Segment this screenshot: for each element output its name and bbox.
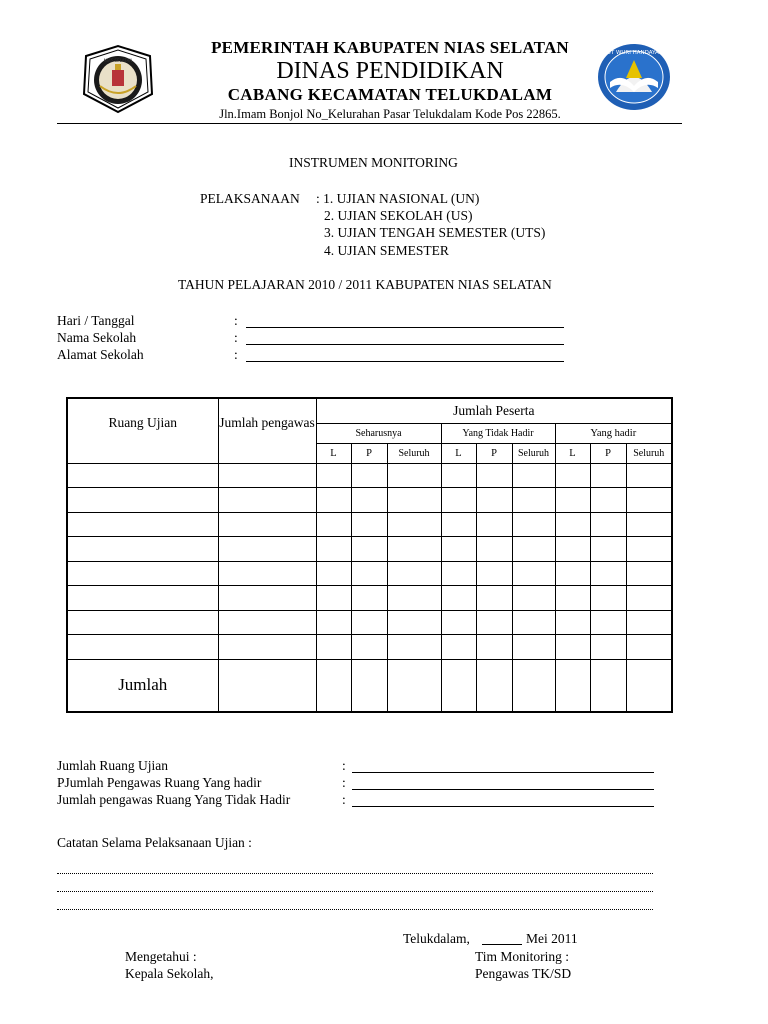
- table-cell[interactable]: [441, 659, 476, 712]
- sub-header-l: L: [555, 443, 590, 463]
- table-cell[interactable]: [626, 512, 672, 537]
- table-cell[interactable]: [387, 586, 441, 611]
- table-row: [67, 463, 672, 488]
- table-cell[interactable]: [351, 561, 387, 586]
- table-cell[interactable]: [476, 512, 512, 537]
- header-government: PEMERINTAH KABUPATEN NIAS SELATAN: [211, 38, 569, 57]
- table-cell[interactable]: [218, 586, 316, 611]
- notes-line: [57, 909, 653, 910]
- table-cell[interactable]: [387, 635, 441, 660]
- table-cell[interactable]: [387, 463, 441, 488]
- table-cell[interactable]: [351, 463, 387, 488]
- table-cell[interactable]: [512, 586, 555, 611]
- table-cell[interactable]: [626, 635, 672, 660]
- sub-header-p: P: [590, 443, 626, 463]
- field-sep-date: :: [234, 313, 238, 328]
- place-date-prefix: Telukdalam,: [403, 931, 470, 946]
- table-cell[interactable]: [218, 610, 316, 635]
- table-cell[interactable]: [67, 561, 218, 586]
- col-header-peserta: Jumlah Peserta: [316, 398, 672, 423]
- table-cell[interactable]: [626, 610, 672, 635]
- field-sep-address: :: [234, 347, 238, 362]
- table-cell[interactable]: [512, 463, 555, 488]
- table-cell[interactable]: [512, 610, 555, 635]
- field-label-address: Alamat Sekolah: [57, 347, 144, 362]
- field-label-date: Hari / Tanggal: [57, 313, 135, 328]
- table-cell[interactable]: [555, 537, 590, 562]
- table-cell[interactable]: [351, 610, 387, 635]
- field-line-address: [246, 361, 564, 362]
- table-cell[interactable]: [626, 659, 672, 712]
- table-cell[interactable]: [512, 512, 555, 537]
- document-title: INSTRUMEN MONITORING: [289, 155, 458, 170]
- table-cell[interactable]: [476, 537, 512, 562]
- table-cell[interactable]: [555, 586, 590, 611]
- table-cell[interactable]: [218, 463, 316, 488]
- table-cell[interactable]: [555, 561, 590, 586]
- header-branch: CABANG KECAMATAN TELUKDALAM: [227, 85, 553, 104]
- table-cell[interactable]: [351, 586, 387, 611]
- total-row-label: Jumlah: [67, 659, 218, 712]
- table-cell[interactable]: [218, 561, 316, 586]
- table-cell[interactable]: [626, 488, 672, 513]
- table-cell[interactable]: [218, 488, 316, 513]
- table-cell[interactable]: [387, 659, 441, 712]
- table-cell[interactable]: [476, 561, 512, 586]
- table-cell[interactable]: [67, 512, 218, 537]
- table-cell[interactable]: [316, 610, 351, 635]
- table-cell[interactable]: [626, 537, 672, 562]
- table-cell[interactable]: [67, 488, 218, 513]
- table-cell[interactable]: [67, 586, 218, 611]
- table-cell[interactable]: [441, 610, 476, 635]
- table-row: [67, 561, 672, 586]
- table-cell[interactable]: [218, 512, 316, 537]
- table-cell[interactable]: [512, 635, 555, 660]
- table-cell[interactable]: [316, 586, 351, 611]
- table-cell[interactable]: [512, 561, 555, 586]
- table-cell[interactable]: [590, 659, 626, 712]
- table-cell[interactable]: [67, 635, 218, 660]
- header-department: DINAS PENDIDIKAN: [276, 58, 504, 84]
- table-cell[interactable]: [476, 463, 512, 488]
- monitoring-table: [66, 397, 673, 713]
- table-cell[interactable]: [590, 512, 626, 537]
- table-cell[interactable]: [555, 635, 590, 660]
- table-cell[interactable]: [512, 488, 555, 513]
- table-cell[interactable]: [351, 537, 387, 562]
- table-row: [67, 488, 672, 513]
- table-row: [67, 537, 672, 562]
- table-cell[interactable]: [441, 586, 476, 611]
- table-cell[interactable]: [218, 659, 316, 712]
- table-cell[interactable]: [67, 610, 218, 635]
- sub-header-p: P: [476, 443, 512, 463]
- table-cell[interactable]: [316, 659, 351, 712]
- table-cell[interactable]: [512, 537, 555, 562]
- notes-line: [57, 891, 653, 892]
- table-cell[interactable]: [316, 561, 351, 586]
- table-cell[interactable]: [441, 537, 476, 562]
- sub-header-l: L: [441, 443, 476, 463]
- table-cell[interactable]: [351, 488, 387, 513]
- table-row: [67, 635, 672, 660]
- table-cell[interactable]: [555, 463, 590, 488]
- logo-right-text: TUT WURI HANDAYANI: [603, 50, 665, 56]
- table-cell[interactable]: [316, 635, 351, 660]
- summary-label-absent: Jumlah pengawas Ruang Yang Tidak Hadir: [57, 792, 291, 807]
- table-cell[interactable]: [590, 610, 626, 635]
- table-cell[interactable]: [590, 488, 626, 513]
- table-cell[interactable]: [387, 488, 441, 513]
- table-cell[interactable]: [626, 586, 672, 611]
- table-body: [67, 463, 672, 659]
- table-cell[interactable]: [555, 659, 590, 712]
- summary-sep-present: :: [342, 775, 346, 790]
- table-row: [67, 512, 672, 537]
- sub-header-l: L: [316, 443, 351, 463]
- table-cell[interactable]: [316, 512, 351, 537]
- table-cell[interactable]: [590, 537, 626, 562]
- header-divider: [57, 123, 682, 124]
- table-cell[interactable]: [476, 635, 512, 660]
- notes-line: [57, 873, 653, 874]
- signature-left-role: Kepala Sekolah,: [125, 966, 214, 981]
- table-cell[interactable]: [476, 488, 512, 513]
- table-cell[interactable]: [590, 463, 626, 488]
- pelaksanaan-item-2: 2. UJIAN SEKOLAH (US): [324, 208, 473, 223]
- summary-line-rooms: [352, 772, 654, 773]
- table-cell[interactable]: [512, 659, 555, 712]
- signature-right-role: Pengawas TK/SD: [475, 966, 572, 981]
- summary-sep-rooms: :: [342, 758, 346, 773]
- academic-year: TAHUN PELAJARAN 2010 / 2011 KABUPATEN NIAS SELATAN: [178, 277, 552, 292]
- table-cell[interactable]: [441, 561, 476, 586]
- table-cell[interactable]: [441, 488, 476, 513]
- table-cell[interactable]: [555, 488, 590, 513]
- date-blank-line: [482, 944, 522, 945]
- table-cell[interactable]: [316, 488, 351, 513]
- signature-left-title: Mengetahui :: [125, 949, 197, 964]
- sub-header-seluruh: Seluruh: [626, 443, 672, 463]
- table-cell[interactable]: [555, 610, 590, 635]
- field-line-school: [246, 344, 564, 345]
- table-cell[interactable]: [441, 512, 476, 537]
- table-cell[interactable]: [218, 635, 316, 660]
- table-cell[interactable]: [387, 512, 441, 537]
- summary-label-present: PJumlah Pengawas Ruang Yang hadir: [57, 775, 262, 790]
- table-cell[interactable]: [67, 463, 218, 488]
- table-cell[interactable]: [476, 659, 512, 712]
- group-header-seharusnya: Seharusnya: [316, 423, 441, 443]
- table-cell[interactable]: [590, 561, 626, 586]
- signature-right-title: Tim Monitoring :: [475, 949, 570, 964]
- logo-left-text: NIAS SELATAN: [103, 58, 133, 63]
- table-cell[interactable]: [441, 635, 476, 660]
- table-cell[interactable]: [626, 561, 672, 586]
- table-cell[interactable]: [555, 512, 590, 537]
- field-label-school: Nama Sekolah: [57, 330, 137, 345]
- table-row: [67, 586, 672, 611]
- summary-label-rooms: Jumlah Ruang Ujian: [57, 758, 168, 773]
- table-cell[interactable]: [351, 635, 387, 660]
- table-cell[interactable]: [351, 512, 387, 537]
- summary-line-absent: [352, 806, 654, 807]
- table-cell[interactable]: [387, 537, 441, 562]
- table-row: [67, 610, 672, 635]
- table-cell[interactable]: [590, 586, 626, 611]
- sub-header-seluruh: Seluruh: [387, 443, 441, 463]
- summary-sep-absent: :: [342, 792, 346, 807]
- table-cell[interactable]: [316, 537, 351, 562]
- field-line-date: [246, 327, 564, 328]
- group-header-tidak-hadir: Yang Tidak Hadir: [441, 423, 555, 443]
- group-header-hadir: Yang hadir: [555, 423, 672, 443]
- summary-line-present: [352, 789, 654, 790]
- table-cell[interactable]: [441, 463, 476, 488]
- table-cell[interactable]: [590, 635, 626, 660]
- table-cell[interactable]: [476, 610, 512, 635]
- table-cell[interactable]: [316, 463, 351, 488]
- pelaksanaan-item-3: 3. UJIAN TENGAH SEMESTER (UTS): [324, 225, 546, 240]
- table-cell[interactable]: [387, 610, 441, 635]
- table-cell[interactable]: [351, 659, 387, 712]
- sub-header-p: P: [351, 443, 387, 463]
- col-header-pengawas: Jumlah pengawas: [218, 398, 316, 463]
- place-date-suffix: Mei 2011: [526, 931, 578, 946]
- pelaksanaan-item-1: : 1. UJIAN NASIONAL (UN): [316, 191, 480, 206]
- header-address: Jln.Imam Bonjol No_Kelurahan Pasar Telukdalam Kode Pos 22865.: [219, 107, 561, 121]
- field-sep-school: :: [234, 330, 238, 345]
- pelaksanaan-label: PELAKSANAAN: [200, 191, 300, 206]
- table-cell[interactable]: [67, 537, 218, 562]
- notes-label: Catatan Selama Pelaksanaan Ujian :: [57, 835, 252, 850]
- table-cell[interactable]: [476, 586, 512, 611]
- sub-header-seluruh: Seluruh: [512, 443, 555, 463]
- col-header-ruang: Ruang Ujian: [67, 398, 218, 463]
- table-cell[interactable]: [387, 561, 441, 586]
- table-cell[interactable]: [218, 537, 316, 562]
- table-cell[interactable]: [626, 463, 672, 488]
- pelaksanaan-item-4: 4. UJIAN SEMESTER: [324, 243, 449, 258]
